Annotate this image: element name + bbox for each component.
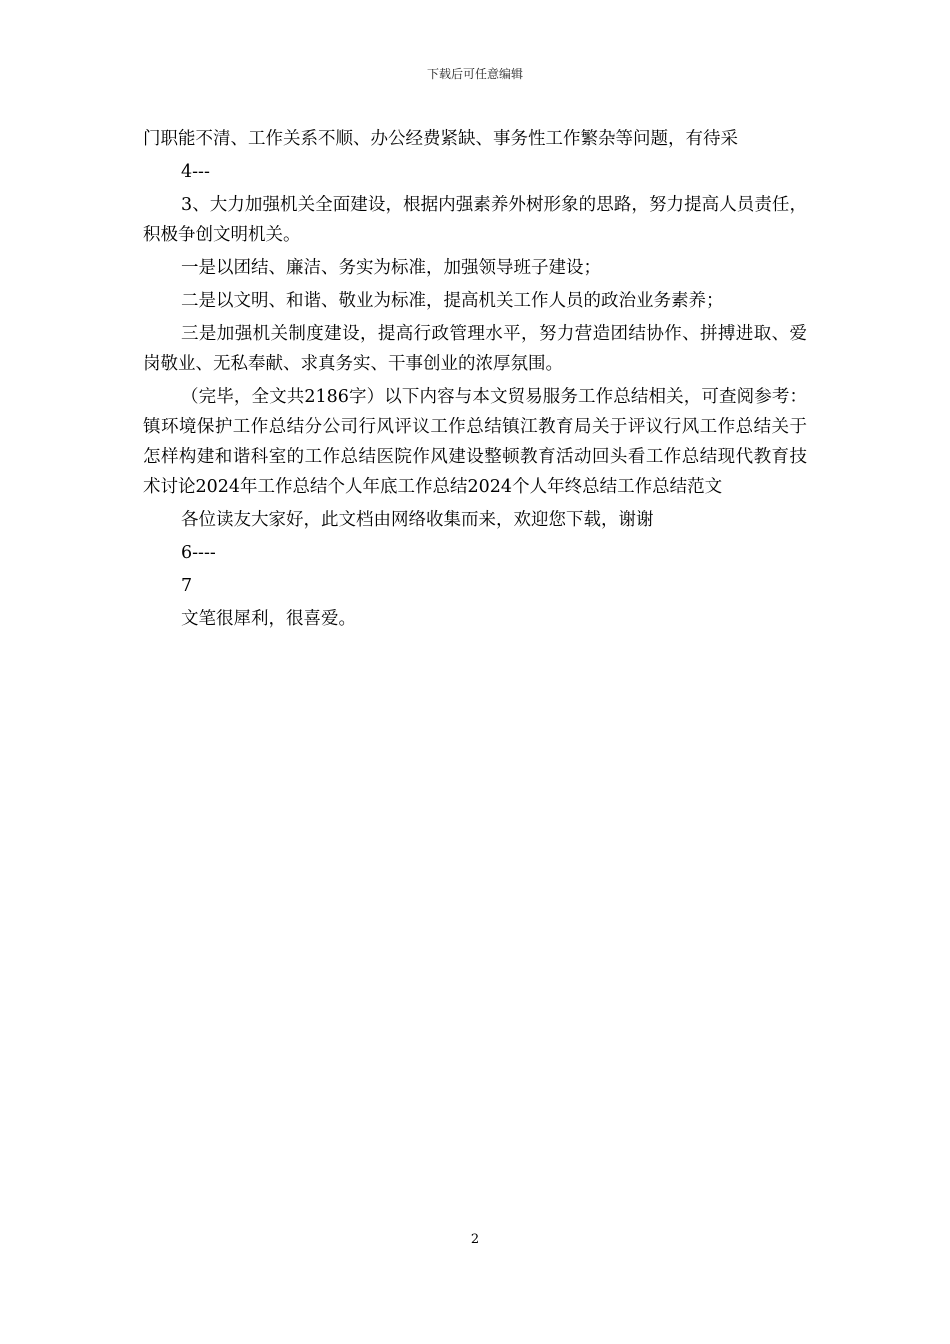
paragraph-point-1: 一是以团结、廉洁、务实为标准，加强领导班子建设； <box>181 258 601 278</box>
document-body <box>143 124 807 637</box>
page-number: 2 <box>470 1232 480 1247</box>
paragraph-related-content: （完毕，全文共2186字）以下内容与本文贸易服务工作总结相关，可查阅参考：镇环境保护工作总结分公司行风评议工作总结镇江教育局关于评议行风工作总结关于怎样构建和谐科室的工作总结医院作风建设整顿教育活动回头看工作总结现代教育技术讨论2024年工作总结个人年底工作总结2024个人年终总结工作总结范文 <box>143 387 807 497</box>
paragraph-continuation: 门职能不清、工作关系不顺、办公经费紧缺、事务性工作繁杂等问题，有待采 <box>143 129 738 149</box>
paragraph-marker-6: 6---- <box>181 543 216 563</box>
paragraph-point-3: 三是加强机关制度建设，提高行政管理水平，努力营造团结协作、拼搏进取、爱岗敬业、无私奉献、求真务实、干事创业的浓厚氛围。 <box>143 324 807 374</box>
page-header: 下载后可任意编辑 <box>426 67 523 81</box>
paragraph-comment: 文笔很犀利，很喜爱。 <box>181 609 356 629</box>
paragraph-page-marker: 4--- <box>181 162 210 182</box>
paragraph-item-3: 3、大力加强机关全面建设，根据内强素养外树形象的思路，努力提高人员责任，积极争创文明机关。 <box>143 195 807 245</box>
paragraph-point-2: 二是以文明、和谐、敬业为标准，提高机关工作人员的政治业务素养； <box>181 291 724 311</box>
paragraph-greeting: 各位读友大家好，此文档由网络收集而来，欢迎您下载，谢谢 <box>181 510 654 530</box>
paragraph-marker-7: 7 <box>181 576 193 596</box>
